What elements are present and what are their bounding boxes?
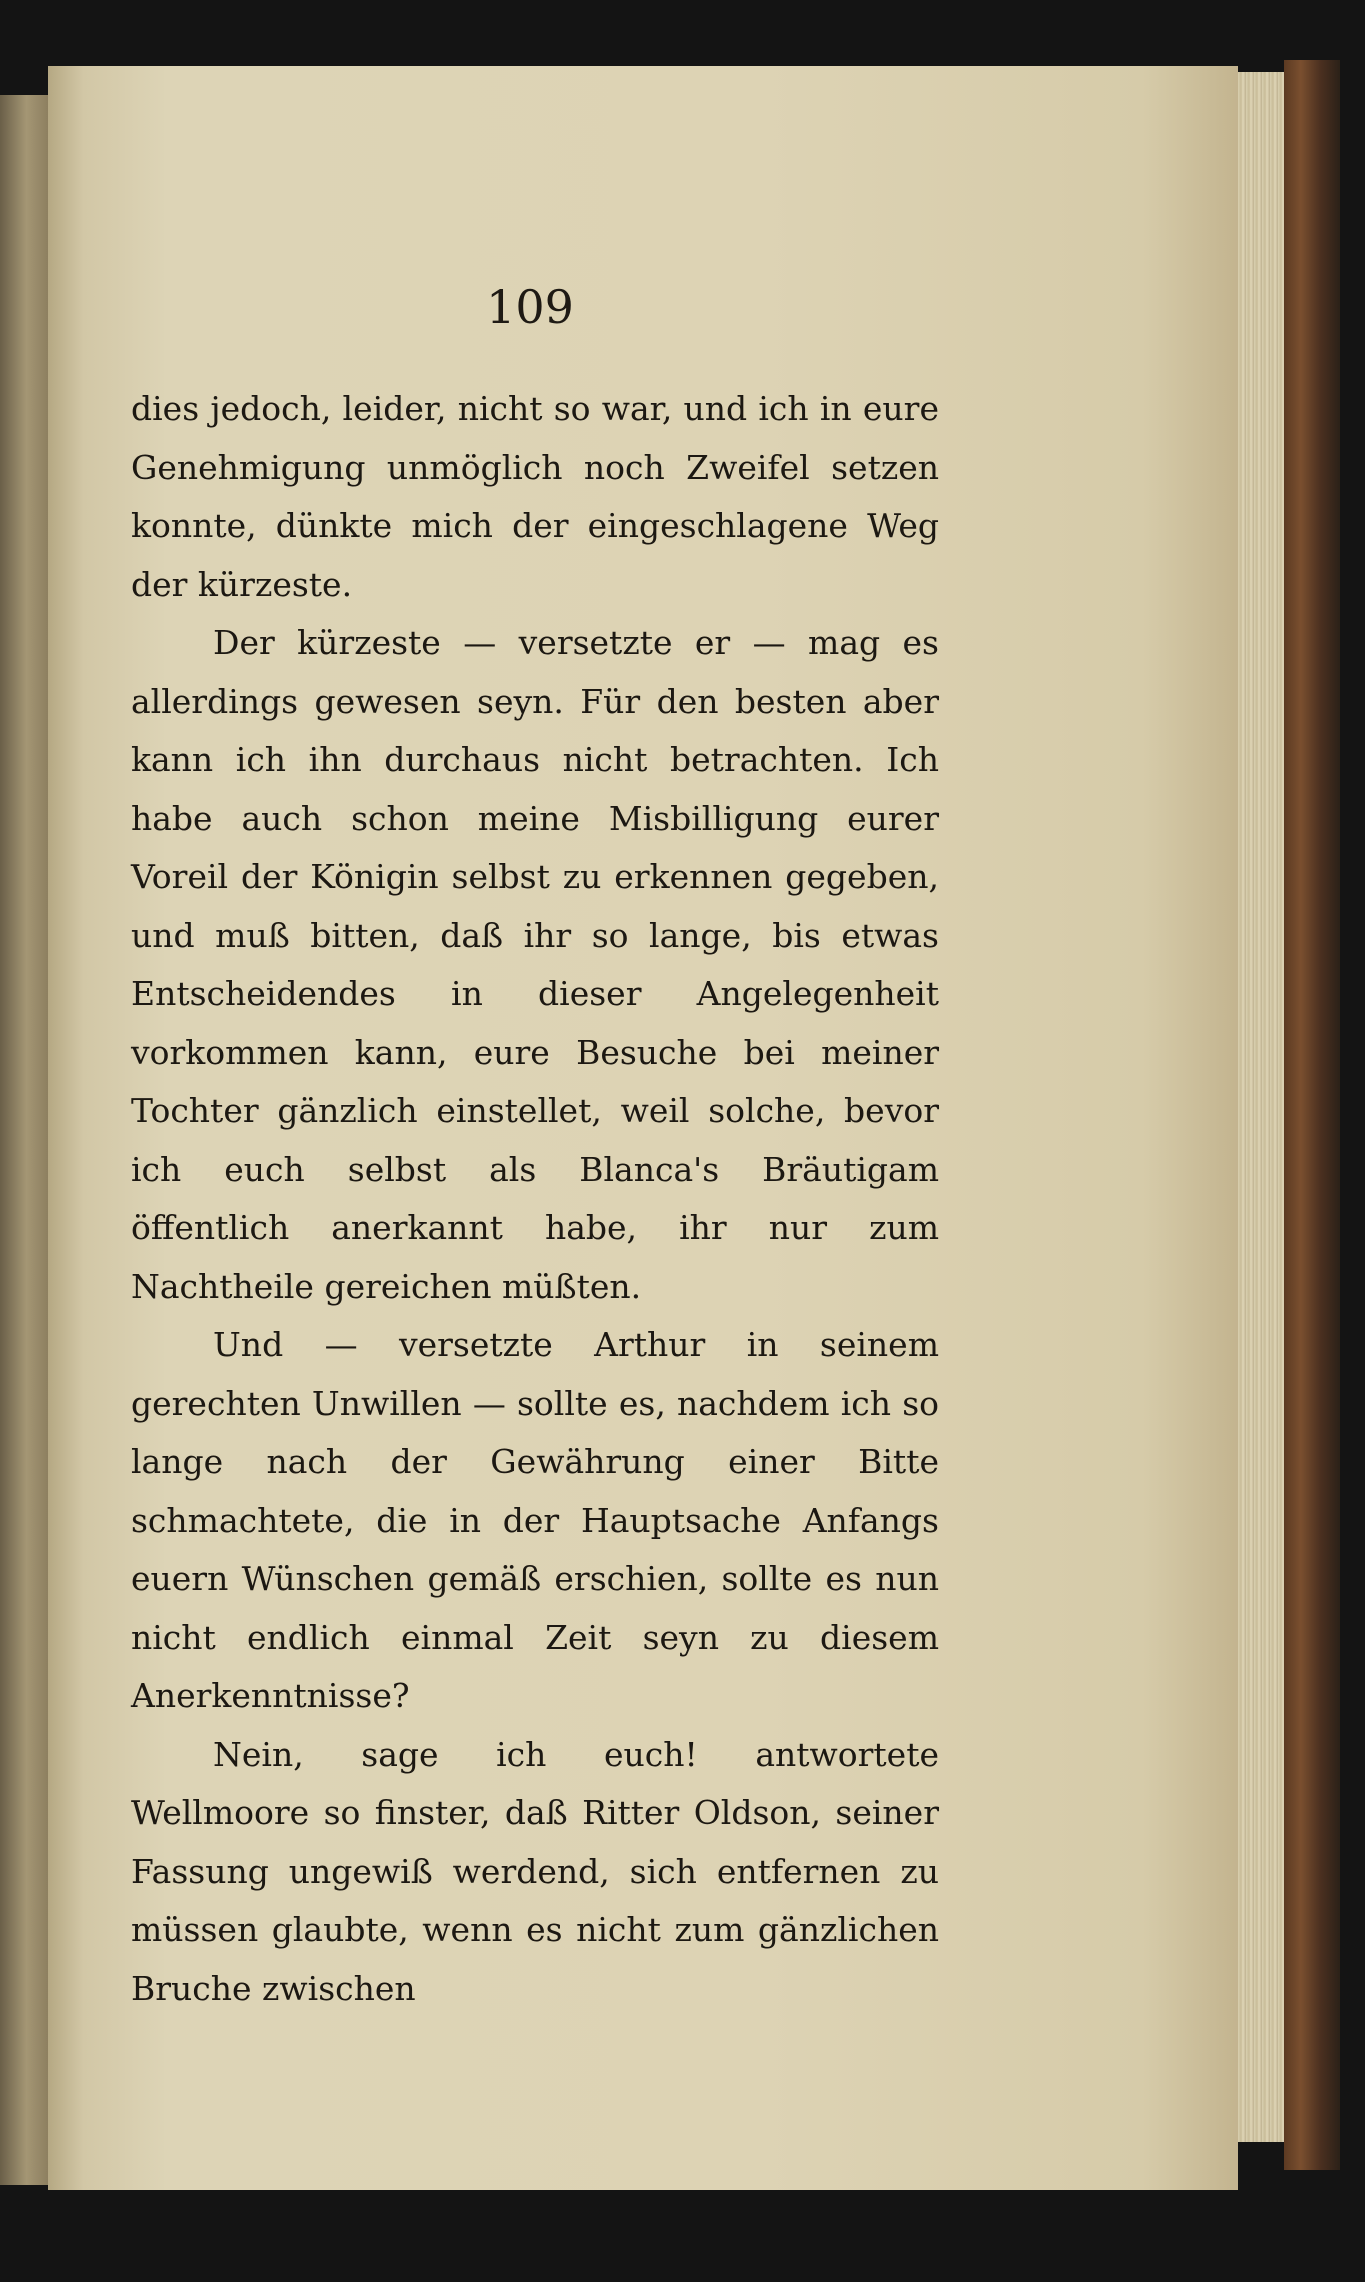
- paragraph-2: Der kürzeste — versetzte er — mag es allerdings gewesen seyn. Für den besten aber kann ich ihn durchaus nicht betrachten. Ich habe auch schon meine Misbilligung eurer Voreil der Königin selbst zu erkennen gegeben, und muß bitten, daß ihr so lange, bis etwas Entscheidendes in dieser Angelegenheit vorkommen kann, eure Besuche bei meiner Tochter gänzlich einstellet, weil solche, bevor ich euch selbst als Blanca's Bräutigam öffentlich anerkannt habe, ihr nur zum Nachtheile gereichen müßten.: [131, 623, 939, 1306]
- paragraph-3: Und — versetzte Arthur in seinem gerechten Unwillen — sollte es, nachdem ich so lange nach der Gewährung einer Bitte schmachtete, die in der Hauptsache Anfangs euern Wünschen gemäß erschien, sollte es nun nicht endlich einmal Zeit seyn zu diesem Anerkenntnisse?: [131, 1325, 939, 1715]
- page-text: [131, 380, 939, 2018]
- page-number: 109: [486, 280, 574, 334]
- paragraph-4: Nein, sage ich euch! antwortete Wellmoore so finster, daß Ritter Oldson, seiner Fassung ungewiß werdend, sich entfernen zu müssen glaubte, wenn es nicht zum gänzlichen Bruche zwischen: [131, 1734, 939, 2008]
- previous-page-edge: [0, 95, 48, 2185]
- paragraph-1: dies jedoch, leider, nicht so war, und ich in eure Genehmigung unmöglich noch Zweifel setzen konnte, dünkte mich der eingeschlagene Weg der kürzeste.: [131, 389, 939, 604]
- book-cover-edge: [1284, 60, 1340, 2170]
- page-block-edges: [1238, 72, 1284, 2142]
